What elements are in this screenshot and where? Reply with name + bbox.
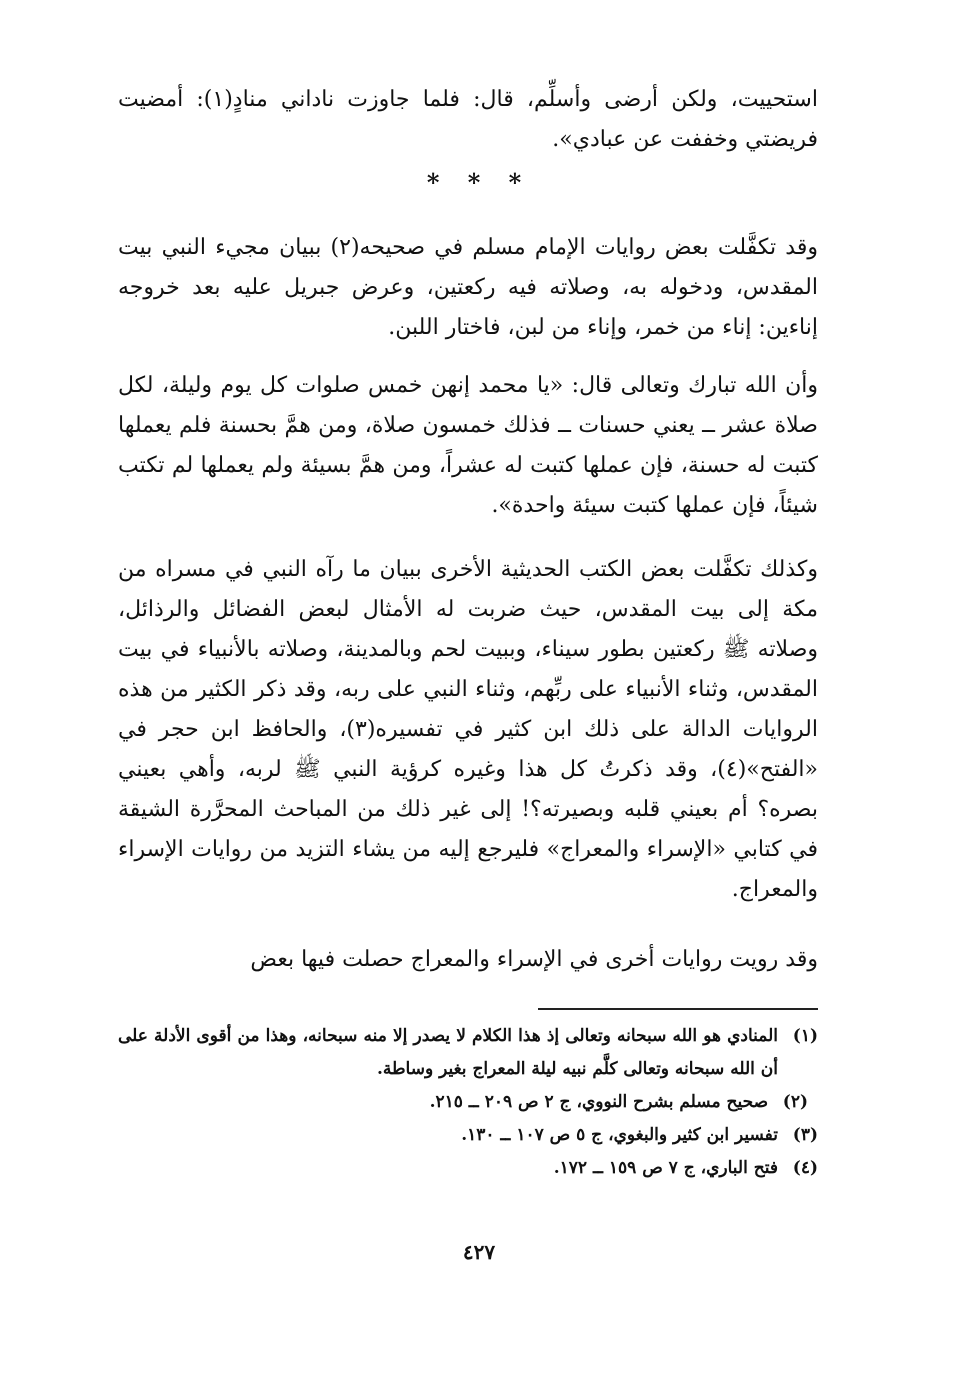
footnote-1 (118, 1020, 818, 1086)
page-number: ٤٢٧ (462, 1240, 496, 1264)
footnote-text: المنادي هو الله سبحانه وتعالى إذ هذا الكلام لا يصدر إلا منه سبحانه، وهذا من أقوى الأدلة على أن الله سبحانه وتعالى كلَّم نبيه ليلة المعراج بغير وساطة. (118, 1026, 778, 1079)
footnote-number: (٣) (792, 1125, 818, 1145)
paragraph-1: استحييت، ولكن أرضى وأسلِّم، قال: فلما جاوزت ناداني منادٍ(١): أمضيت فريضتي وخففت عن عبادي». (118, 87, 818, 152)
paragraph-5: وقد رويت روايات أخرى في الإسراء والمعراج حصلت فيها بعض (250, 947, 818, 972)
footnote-number: (٤) (792, 1158, 818, 1178)
paragraph-2: وقد تكفَّلت بعض روايات الإمام مسلم في صحيحه(٢) ببيان مجيء النبي بيت المقدس، ودخوله به، وصلاته فيه ركعتين، وعرض جبريل عليه بعد خروجه إناءين: إناء من خمر، وإناء من لبن، فاختار اللبن. (118, 235, 818, 340)
footnote-number: (١) (792, 1026, 818, 1046)
footnote-text: تفسير ابن كثير والبغوي، ج ٥ ص ١٠٧ ــ ١٣٠. (461, 1125, 778, 1145)
paragraph-3: وأن الله تبارك وتعالى قال: «يا محمد إنهن خمس صلوات كل يوم وليلة، لكل صلاة عشر ــ يعني حسنات ــ فذلك خمسون صلاة، ومن همَّ بحسنة فلم يعملها كتبت له حسنة، فإن عملها كتبت له عشراً، ومن همَّ بسيئة ولم يعملها لم تكتب شيئاً، فإن عملها كتبت سيئة واحدة». (118, 373, 818, 518)
footnote-text: فتح الباري، ج ٧ ص ١٥٩ ــ ١٧٢. (553, 1158, 778, 1178)
footnote-3 (118, 1119, 818, 1152)
paragraph-4: وكذلك تكفَّلت بعض الكتب الحديثية الأخرى ببيان ما رآه النبي في مسراه من مكة إلى بيت المقدس، حيث ضربت له الأمثال لبعض الفضائل والرذائل، وصلاته ﷺ ركعتين بطور سيناء، وببيت لحم وبالمدينة، وصلاته بالأنبياء في بيت المقدس، وثناء الأنبياء على ربِّهم، وثناء النبي على ربه، وقد ذكر الكثير من هذه الروايات الدالة على ذلك ابن كثير في تفسيره(٣)، والحافظ ابن حجر في «الفتح»(٤)، وقد ذكرتُ كل هذا وغيره كرؤية النبي ﷺ لربه، وأهي بعيني بصره؟ أم بعيني قلبه وبصيرته؟! إلى غير ذلك من المباحث المحرَّرة الشيقة في كتابي «الإسراء والمعراج» فليرجع إليه من يشاء التزيد من روايات الإسراء والمعراج. (118, 557, 818, 902)
footnote-divider (538, 1008, 818, 1010)
footnote-2 (118, 1086, 818, 1119)
footnotes-list (118, 1020, 818, 1185)
footnote-text: صحيح مسلم بشرح النووي، ج ٢ ص ٢٠٩ ــ ٢١٥. (429, 1092, 768, 1112)
footnote-4 (118, 1152, 818, 1185)
footnote-number: (٢) (782, 1092, 808, 1112)
section-separator: * * * (426, 168, 532, 197)
